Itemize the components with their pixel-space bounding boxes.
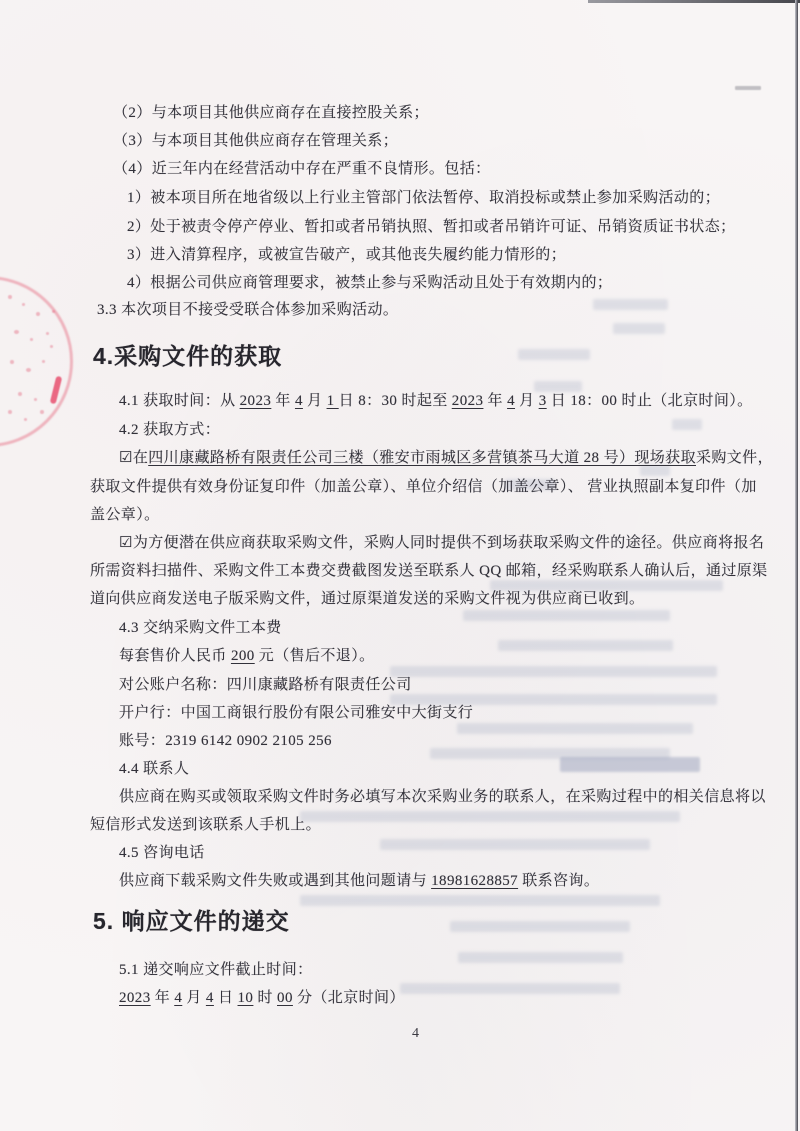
checkbox-option-onsite-line3: 盖公章）。 bbox=[90, 507, 160, 523]
text-segment: 在 bbox=[132, 450, 149, 466]
stamp-speckle bbox=[10, 360, 14, 364]
bleed-through-line bbox=[380, 839, 650, 850]
stamp-speckle bbox=[8, 295, 12, 299]
text-segment: 月 bbox=[182, 990, 206, 1006]
text-segment: 4 bbox=[294, 393, 303, 409]
text-segment: 日 bbox=[213, 990, 238, 1006]
account-number-line: 账号：2319 6142 0902 2105 256 bbox=[119, 733, 332, 749]
bleed-through-line bbox=[458, 952, 623, 963]
stamp-speckle bbox=[50, 345, 53, 348]
clause-item-3-3: 3.3 本次项目不接受受联合体参加采购活动。 bbox=[97, 302, 399, 318]
text-segment: 2023 bbox=[239, 393, 272, 409]
fee-price-line bbox=[119, 646, 375, 666]
scan-edge-right bbox=[795, 0, 798, 1131]
text-segment: 为方便潜在供应商获取采购文件，采购人同时提供不到场获取采购文件的途径。供应商将报名 bbox=[132, 535, 765, 551]
text-segment: 1 bbox=[326, 393, 339, 409]
bleed-through-line bbox=[300, 895, 660, 906]
text-segment: 联系咨询。 bbox=[518, 873, 600, 889]
line-4-2-obtain-method: 4.2 获取方式： bbox=[119, 422, 221, 438]
text-segment: 00 bbox=[277, 990, 293, 1006]
line-4-3-fee-heading: 4.3 交纳采购文件工本费 bbox=[119, 620, 282, 636]
text-segment: 采购文件， bbox=[695, 450, 773, 466]
text-segment: 3 bbox=[538, 393, 547, 409]
checkbox-option-remote-line3: 道向供应商发送电子版采购文件，通过原渠道发送的采购文件视为供应商已收到。 bbox=[90, 591, 645, 607]
bleed-through-line bbox=[390, 666, 717, 677]
line-5-1-deadline-heading: 5.1 递交响应文件截止时间： bbox=[119, 962, 313, 978]
stamp-speckle bbox=[52, 310, 55, 313]
bleed-through-line bbox=[613, 323, 665, 334]
checked-checkbox-icon: ☑ bbox=[119, 535, 133, 551]
clause-item-4: （4）近三年内在经营活动中存在严重不良情形。包括： bbox=[113, 161, 491, 177]
stamp-speckle bbox=[34, 398, 37, 401]
account-name-line: 对公账户名称：四川康藏路桥有限责任公司 bbox=[119, 677, 412, 693]
checked-checkbox-icon: ☑ bbox=[119, 450, 133, 466]
text-segment: 4.1 获取时间：从 bbox=[119, 393, 240, 409]
text-segment: 年 bbox=[271, 393, 295, 409]
text-segment: 2023 bbox=[451, 393, 484, 409]
deadline-date-line bbox=[119, 988, 405, 1008]
stamp-speckle bbox=[40, 410, 44, 414]
checkbox-option-remote-line1 bbox=[119, 533, 764, 553]
text-segment: 元（售后不退）。 bbox=[254, 648, 375, 664]
bleed-through-line bbox=[400, 983, 620, 994]
bank-line: 开户行：中国工商银行股份有限公司雅安中大街支行 bbox=[119, 705, 474, 721]
text-segment: 4 bbox=[507, 393, 516, 409]
stamp-speckle bbox=[26, 368, 31, 372]
text-segment: 日 8：30 时起至 bbox=[338, 393, 452, 409]
bleed-through-line bbox=[450, 921, 630, 932]
stamp-speckle bbox=[18, 392, 22, 396]
phone-inquiry-line bbox=[119, 871, 599, 891]
stamp-speckle bbox=[36, 312, 40, 316]
bleed-through-line bbox=[457, 723, 693, 734]
bleed-through-line bbox=[518, 349, 590, 360]
stamp-speckle bbox=[46, 332, 49, 335]
bleed-through-line bbox=[672, 419, 702, 430]
bleed-through-heading bbox=[560, 757, 700, 772]
text-segment: 18981628857 bbox=[431, 873, 519, 889]
text-segment: 200 bbox=[230, 648, 255, 664]
stamp-speckle bbox=[42, 360, 45, 363]
stamp-speckle bbox=[14, 330, 19, 334]
stamp-speckle bbox=[30, 338, 33, 341]
text-segment: 四川康藏路桥有限责任公司三楼（雅安市雨城区多营镇茶马大道 28 号）现场获取 bbox=[148, 450, 696, 466]
page-number: 4 bbox=[412, 1026, 419, 1041]
text-segment: 每套售价人民币 bbox=[119, 648, 231, 664]
checkbox-option-onsite-line2: 获取文件提供有效身份证复印件（加盖公章）、单位介绍信（加盖公章）、 营业执照副本复印件（加 bbox=[90, 479, 757, 495]
checkbox-option-onsite-line1 bbox=[119, 448, 773, 468]
contact-paragraph-line2: 短信形式发送到该联系人手机上。 bbox=[90, 817, 322, 833]
text-segment: 10 bbox=[237, 990, 254, 1006]
text-segment: 月 bbox=[515, 393, 539, 409]
clause-item-2: （2）与本项目其他供应商存在直接控股关系； bbox=[113, 105, 429, 121]
clause-subitem-4: 4）根据公司供应商管理要求，被禁止参与采购活动且处于有效期内的； bbox=[127, 275, 613, 291]
section-5-heading: 5. 响应文件的递交 bbox=[93, 908, 290, 934]
text-segment: 分（北京时间） bbox=[292, 990, 405, 1006]
section-4-heading: 4.采购文件的获取 bbox=[93, 343, 283, 369]
text-segment: 月 bbox=[302, 393, 327, 409]
clause-subitem-1: 1）被本项目所在地省级以上行业主管部门依法暂停、取消投标或禁止参加采购活动的； bbox=[127, 190, 721, 206]
text-segment: 4 bbox=[205, 990, 214, 1006]
bleed-through-line bbox=[593, 299, 668, 310]
text-segment: 供应商下载采购文件失败或遇到其他问题请与 bbox=[119, 873, 432, 889]
text-segment: 日 18：00 时止（北京时间）。 bbox=[546, 393, 753, 409]
stamp-speckle bbox=[8, 410, 12, 414]
text-segment: 年 bbox=[483, 393, 508, 409]
scan-edge-top bbox=[588, 0, 800, 3]
bleed-through-line bbox=[300, 811, 680, 822]
clause-item-3: （3）与本项目其他供应商存在管理关系； bbox=[113, 133, 399, 149]
bleed-through-line bbox=[463, 610, 670, 621]
stamp-speckle bbox=[22, 303, 25, 306]
text-segment: 时 bbox=[253, 990, 278, 1006]
checkbox-option-remote-line2: 所需资料扫描件、采购文件工本费交费截图发送至联系人 QQ 邮箱，经采购联系人确认后，通过原渠 bbox=[90, 563, 768, 579]
clause-subitem-2: 2）处于被责令停产停业、暂扣或者吊销执照、暂扣或者吊销许可证、吊销资质证书状态； bbox=[127, 219, 736, 235]
text-segment: 4 bbox=[174, 990, 183, 1006]
line-4-4-contact-heading: 4.4 联系人 bbox=[119, 761, 190, 777]
contact-paragraph-line1: 供应商在购买或领取采购文件时务必填写本次采购业务的联系人，在采购过程中的相关信息将以 bbox=[119, 789, 766, 805]
text-segment: 年 bbox=[150, 990, 175, 1006]
line-4-1-obtain-time bbox=[119, 391, 753, 411]
bleed-through-line bbox=[498, 640, 673, 651]
stamp-speckle bbox=[24, 418, 27, 421]
line-4-5-phone-heading: 4.5 咨询电话 bbox=[119, 845, 205, 861]
text-segment: 2023 bbox=[119, 990, 151, 1006]
clause-subitem-3: 3）进入清算程序，或被宣告破产，或其他丧失履约能力情形的； bbox=[127, 247, 567, 263]
bleed-through-mark bbox=[735, 86, 761, 90]
